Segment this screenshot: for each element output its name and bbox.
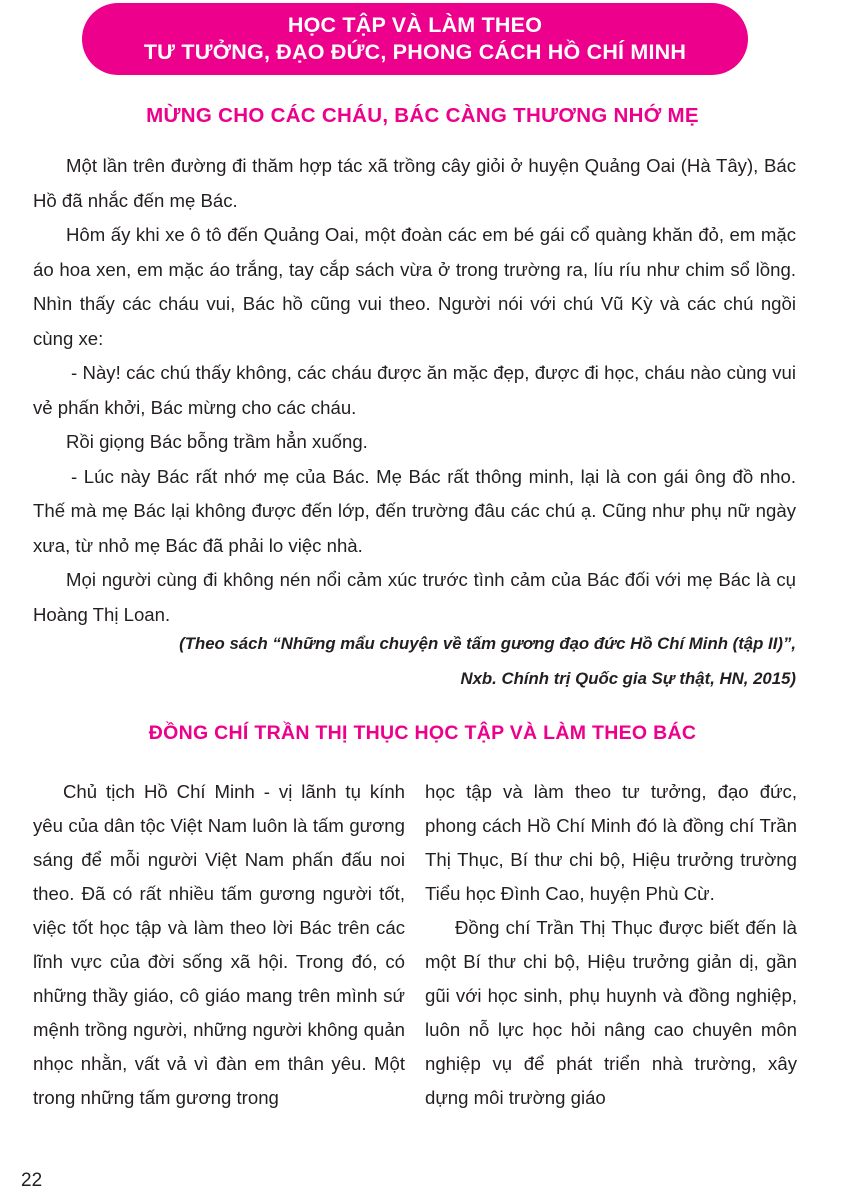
story1-paragraph-6: Mọi người cùng đi không nén nổi cảm xúc trước tình cảm của Bác đối với mẹ Bác là cụ Hoàng Thị Loan.	[33, 569, 796, 625]
story2-left-paragraph: Chủ tịch Hồ Chí Minh - vị lãnh tụ kính yêu của dân tộc Việt Nam luôn là tấm gương sáng để mỗi người Việt Nam phấn đấu noi theo. Đã có rất nhiều tấm gương người tốt, việc tốt học tập và làm theo lời Bác trên các lĩnh vực của đời sống xã hội. Trong đó, có những thầy giáo, cô giáo mang trên mình sứ mệnh trồng người, những người không quản nhọc nhằn, vất vả vì đàn em thân yêu. Một trong những tấm gương trong	[33, 781, 405, 1108]
story1-source	[33, 627, 796, 696]
source-line-2: Nxb. Chính trị Quốc gia Sự thật, HN, 2015)	[460, 668, 796, 688]
story2-right-paragraph-2: Đồng chí Trần Thị Thục được biết đến là một Bí thư chi bộ, Hiệu trưởng giản dị, gần gũi với học sinh, phụ huynh và đồng nghiệp, luôn nỗ lực học hỏi nâng cao chuyên môn nghiệp vụ để phát triển nhà trường, xây dựng môi trường giáo	[425, 917, 797, 1108]
header-banner	[82, 3, 748, 75]
story1-title: MỪNG CHO CÁC CHÁU, BÁC CÀNG THƯƠNG NHỚ MẸ	[146, 104, 699, 127]
story1-paragraph-1: Một lần trên đường đi thăm hợp tác xã trồng cây giỏi ở huyện Quảng Oai (Hà Tây), Bác Hồ đã nhắc đến mẹ Bác.	[33, 155, 796, 211]
story2-left-column	[33, 775, 405, 1151]
source-line-1: (Theo sách “Những mẩu chuyện về tấm gương đạo đức Hồ Chí Minh (tập II)”,	[179, 634, 796, 653]
story1-paragraph-3: - Này! các chú thấy không, các cháu được ăn mặc đẹp, được đi học, cháu nào cùng vui vẻ phấn khởi, Bác mừng cho các cháu.	[33, 362, 796, 418]
story2-title: ĐỒNG CHÍ TRẦN THỊ THỤC HỌC TẬP VÀ LÀM THEO BÁC	[148, 722, 697, 744]
banner-line-2: TƯ TƯỞNG, ĐẠO ĐỨC, PHONG CÁCH HỒ CHÍ MINH	[143, 40, 687, 64]
story1-paragraph-2: Hôm ấy khi xe ô tô đến Quảng Oai, một đoàn các em bé gái cổ quàng khăn đỏ, em mặc áo hoa xen, em mặc áo trắng, tay cắp sách vừa ở trong trường ra, líu ríu như chim sổ lồng. Nhìn thấy các cháu vui, Bác hồ cũng vui theo. Người nói với chú Vũ Kỳ và các chú ngồi cùng xe:	[33, 224, 796, 349]
story2-right-column	[425, 775, 797, 1151]
banner-line-1: HỌC TẬP VÀ LÀM THEO	[287, 13, 543, 37]
story2-right-paragraph-continued: học tập và làm theo tư tưởng, đạo đức, phong cách Hồ Chí Minh đó là đồng chí Trần Thị Thục, Bí thư chi bộ, Hiệu trưởng trường Tiểu học Đình Cao, huyện Phù Cừ.	[425, 781, 797, 904]
page-number: 22	[21, 1170, 43, 1191]
story1-paragraph-5: - Lúc này Bác rất nhớ mẹ của Bác. Mẹ Bác rất thông minh, lại là con gái ông đồ nho. Thế mà mẹ Bác lại không được đến lớp, đến trường đâu các chú ạ. Cũng như phụ nữ ngày xưa, từ nhỏ mẹ Bác đã phải lo việc nhà.	[33, 465, 796, 556]
story1-body	[33, 149, 796, 632]
story1-paragraph-4: Rồi giọng Bác bỗng trầm hẳn xuống.	[66, 431, 368, 452]
